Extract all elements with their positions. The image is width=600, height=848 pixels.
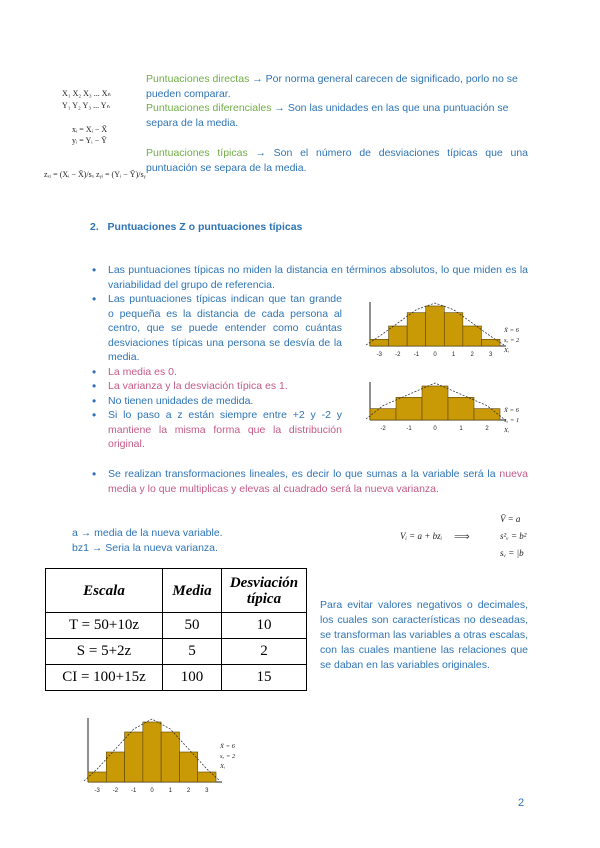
term-diferenciales: Puntuaciones diferenciales xyxy=(146,102,272,114)
table-row xyxy=(46,665,307,691)
tick-label: -2 xyxy=(395,352,401,358)
term-tipicas: Puntuaciones típicas xyxy=(146,147,248,159)
tick-label: -1 xyxy=(131,788,137,794)
chart-annotation: Xᵢ xyxy=(504,347,509,354)
histogram-bar xyxy=(444,313,463,346)
table-cell: 10 xyxy=(222,613,307,639)
table-row xyxy=(46,639,307,665)
chart-annotation: Xᵢ xyxy=(220,763,225,770)
table-row xyxy=(46,613,307,639)
table-cell: T = 50+10z xyxy=(46,613,163,639)
text-tipicas: → Son el número de desviaciones típicas que una puntuación se separa de la media. xyxy=(146,147,529,174)
histogram-chart-2 xyxy=(356,376,528,446)
histogram-bar xyxy=(143,722,161,782)
table-header-row xyxy=(46,569,307,613)
histogram-bar xyxy=(125,732,143,782)
definition-directas xyxy=(146,72,528,102)
chart-annotation: sₓ = 2 xyxy=(220,753,236,760)
histogram-bar xyxy=(88,772,106,782)
note-bz: bz1 → Seria la nueva varianza. xyxy=(72,542,218,554)
tick-label: 0 xyxy=(433,352,437,358)
transform-variance: s²ᵥ = b² xyxy=(500,531,527,541)
tick-label: 3 xyxy=(489,352,493,358)
histogram-bar xyxy=(463,326,482,346)
bullet-item: • No tienen unidades de medida. xyxy=(90,394,342,409)
histogram-bar xyxy=(426,306,445,346)
section-title: Puntuaciones Z o puntuaciones típicas xyxy=(107,221,303,233)
chart-annotation: sₓ = 2 xyxy=(504,337,520,344)
table-cell: 100 xyxy=(163,665,222,691)
bullet-list-top xyxy=(90,263,528,292)
bullet-item: • Las puntuaciones típicas indican que tan grande o pequeña es la distancia de cada persona al centro, que se puede entender como cuántas desviaciones típicas una persona se desvía de la media. xyxy=(90,292,342,365)
tick-label: 3 xyxy=(205,788,209,794)
histogram-bar xyxy=(389,326,408,346)
formula-z-scores: zₓᵢ = (Xᵢ − X̄)/sₓ zᵧᵢ = (Yᵢ − Ȳ)/sᵧ xyxy=(44,170,146,179)
chart-annotation: X̄ = 6 xyxy=(220,743,235,750)
text-directas: → Por norma general carecen de significado, porlo no se pueden comparar. xyxy=(146,73,518,100)
side-paragraph: Para evitar valores negativos o decimales, los cuales son características no deseadas, se transforman las variables a otras escalas, con las cuales mantiene las relaciones que se daban en las variables originales. xyxy=(320,599,528,671)
chart-annotation: X̄ = 6 xyxy=(504,327,519,334)
header-escala: Escala xyxy=(46,569,163,613)
chart-annotation: sₓ = 1 xyxy=(504,417,520,424)
histogram-bar xyxy=(474,409,500,420)
tick-label: 0 xyxy=(433,426,437,432)
chart-annotation: X̄ = 6 xyxy=(504,407,519,414)
bullet-item xyxy=(90,408,342,452)
transform-left: Vᵢ = a + bzᵢ xyxy=(400,531,442,541)
bullet-b7-b: nueva media y lo que multiplicas y elevas al cuadrado será la nueva varianza. xyxy=(108,468,528,495)
tick-label: 1 xyxy=(451,352,456,358)
histogram-bar xyxy=(407,313,426,346)
tick-label: 1 xyxy=(168,788,172,794)
bullet-item: • La media es 0. xyxy=(90,365,342,380)
bullet-item: • Las puntuaciones típicas no miden la distancia en términos absolutos, lo que miden es la variabilidad del grupo de referencia. xyxy=(90,263,528,292)
header-media: Media xyxy=(163,569,222,613)
arrow-icon: ⟹ xyxy=(454,531,470,543)
table-cell: 15 xyxy=(222,665,307,691)
histogram-bar xyxy=(396,397,422,420)
tick-label: 0 xyxy=(150,788,154,794)
section-number: 2. xyxy=(90,221,99,233)
table-cell: 5 xyxy=(163,639,222,665)
histogram-bar xyxy=(198,772,216,782)
bullet-b6-a: Si lo paso a z están siempre entre +2 y -2 y xyxy=(108,409,342,421)
scale-table xyxy=(45,568,307,691)
histogram-bar xyxy=(448,397,474,420)
tick-label: -3 xyxy=(376,352,382,358)
tick-label: -3 xyxy=(94,788,100,794)
table-cell: S = 5+2z xyxy=(46,639,163,665)
definition-tipicas xyxy=(146,146,528,176)
bullet-list-bottom xyxy=(90,467,528,496)
header-desviacion: Desviación típica xyxy=(222,569,307,613)
tick-label: -1 xyxy=(413,352,420,358)
histogram-bar xyxy=(161,732,179,782)
bullet-b6-b: mantiene la misma forma que la distribución original. xyxy=(108,423,342,450)
histogram-chart-1 xyxy=(356,296,528,372)
tick-label: 2 xyxy=(485,426,489,432)
formula-yi-diff: yᵢ = Yᵢ − Ȳ xyxy=(72,136,107,145)
chart-annotation: Xᵢ xyxy=(504,427,509,434)
histogram-bar xyxy=(422,386,448,420)
formula-xi-diff: xᵢ = Xᵢ − X̄ xyxy=(72,125,108,134)
page-number: 2 xyxy=(518,797,525,809)
transform-mean: V̄ = a xyxy=(500,514,521,524)
table-cell: 50 xyxy=(163,613,222,639)
formula-x-series: X₁ X₂ X₃ ... Xₙ xyxy=(62,89,111,98)
bullet-item: • La varianza y la desviación típica es 1. xyxy=(90,379,342,394)
section-heading xyxy=(90,221,302,233)
tick-label: -2 xyxy=(112,788,119,794)
formula-y-series: Y₁ Y₂ Y₃ ... Yₙ xyxy=(62,101,110,110)
bullet-b7-a: Se realizan transformaciones lineales, es decir lo que sumas a la variable será la xyxy=(108,468,496,480)
tick-label: 2 xyxy=(186,788,191,794)
tick-label: 1 xyxy=(459,426,463,432)
bullet-item xyxy=(90,467,528,496)
bullet-list-narrow xyxy=(90,292,342,452)
note-a: a → media de la nueva variable. xyxy=(72,527,223,539)
term-directas: Puntuaciones directas xyxy=(146,73,250,85)
transform-sd: sᵥ = |b xyxy=(500,548,524,558)
text-diferenciales: → Son las unidades en las que una puntuación se separa de la media. xyxy=(146,102,509,129)
histogram-bar xyxy=(370,409,396,420)
table-cell: CI = 100+15z xyxy=(46,665,163,691)
tick-label: 2 xyxy=(470,352,474,358)
definition-diferenciales xyxy=(146,101,528,131)
tick-label: -1 xyxy=(406,426,412,432)
tick-label: -2 xyxy=(380,426,386,432)
histogram-chart-3 xyxy=(74,712,244,808)
table-cell: 2 xyxy=(222,639,307,665)
